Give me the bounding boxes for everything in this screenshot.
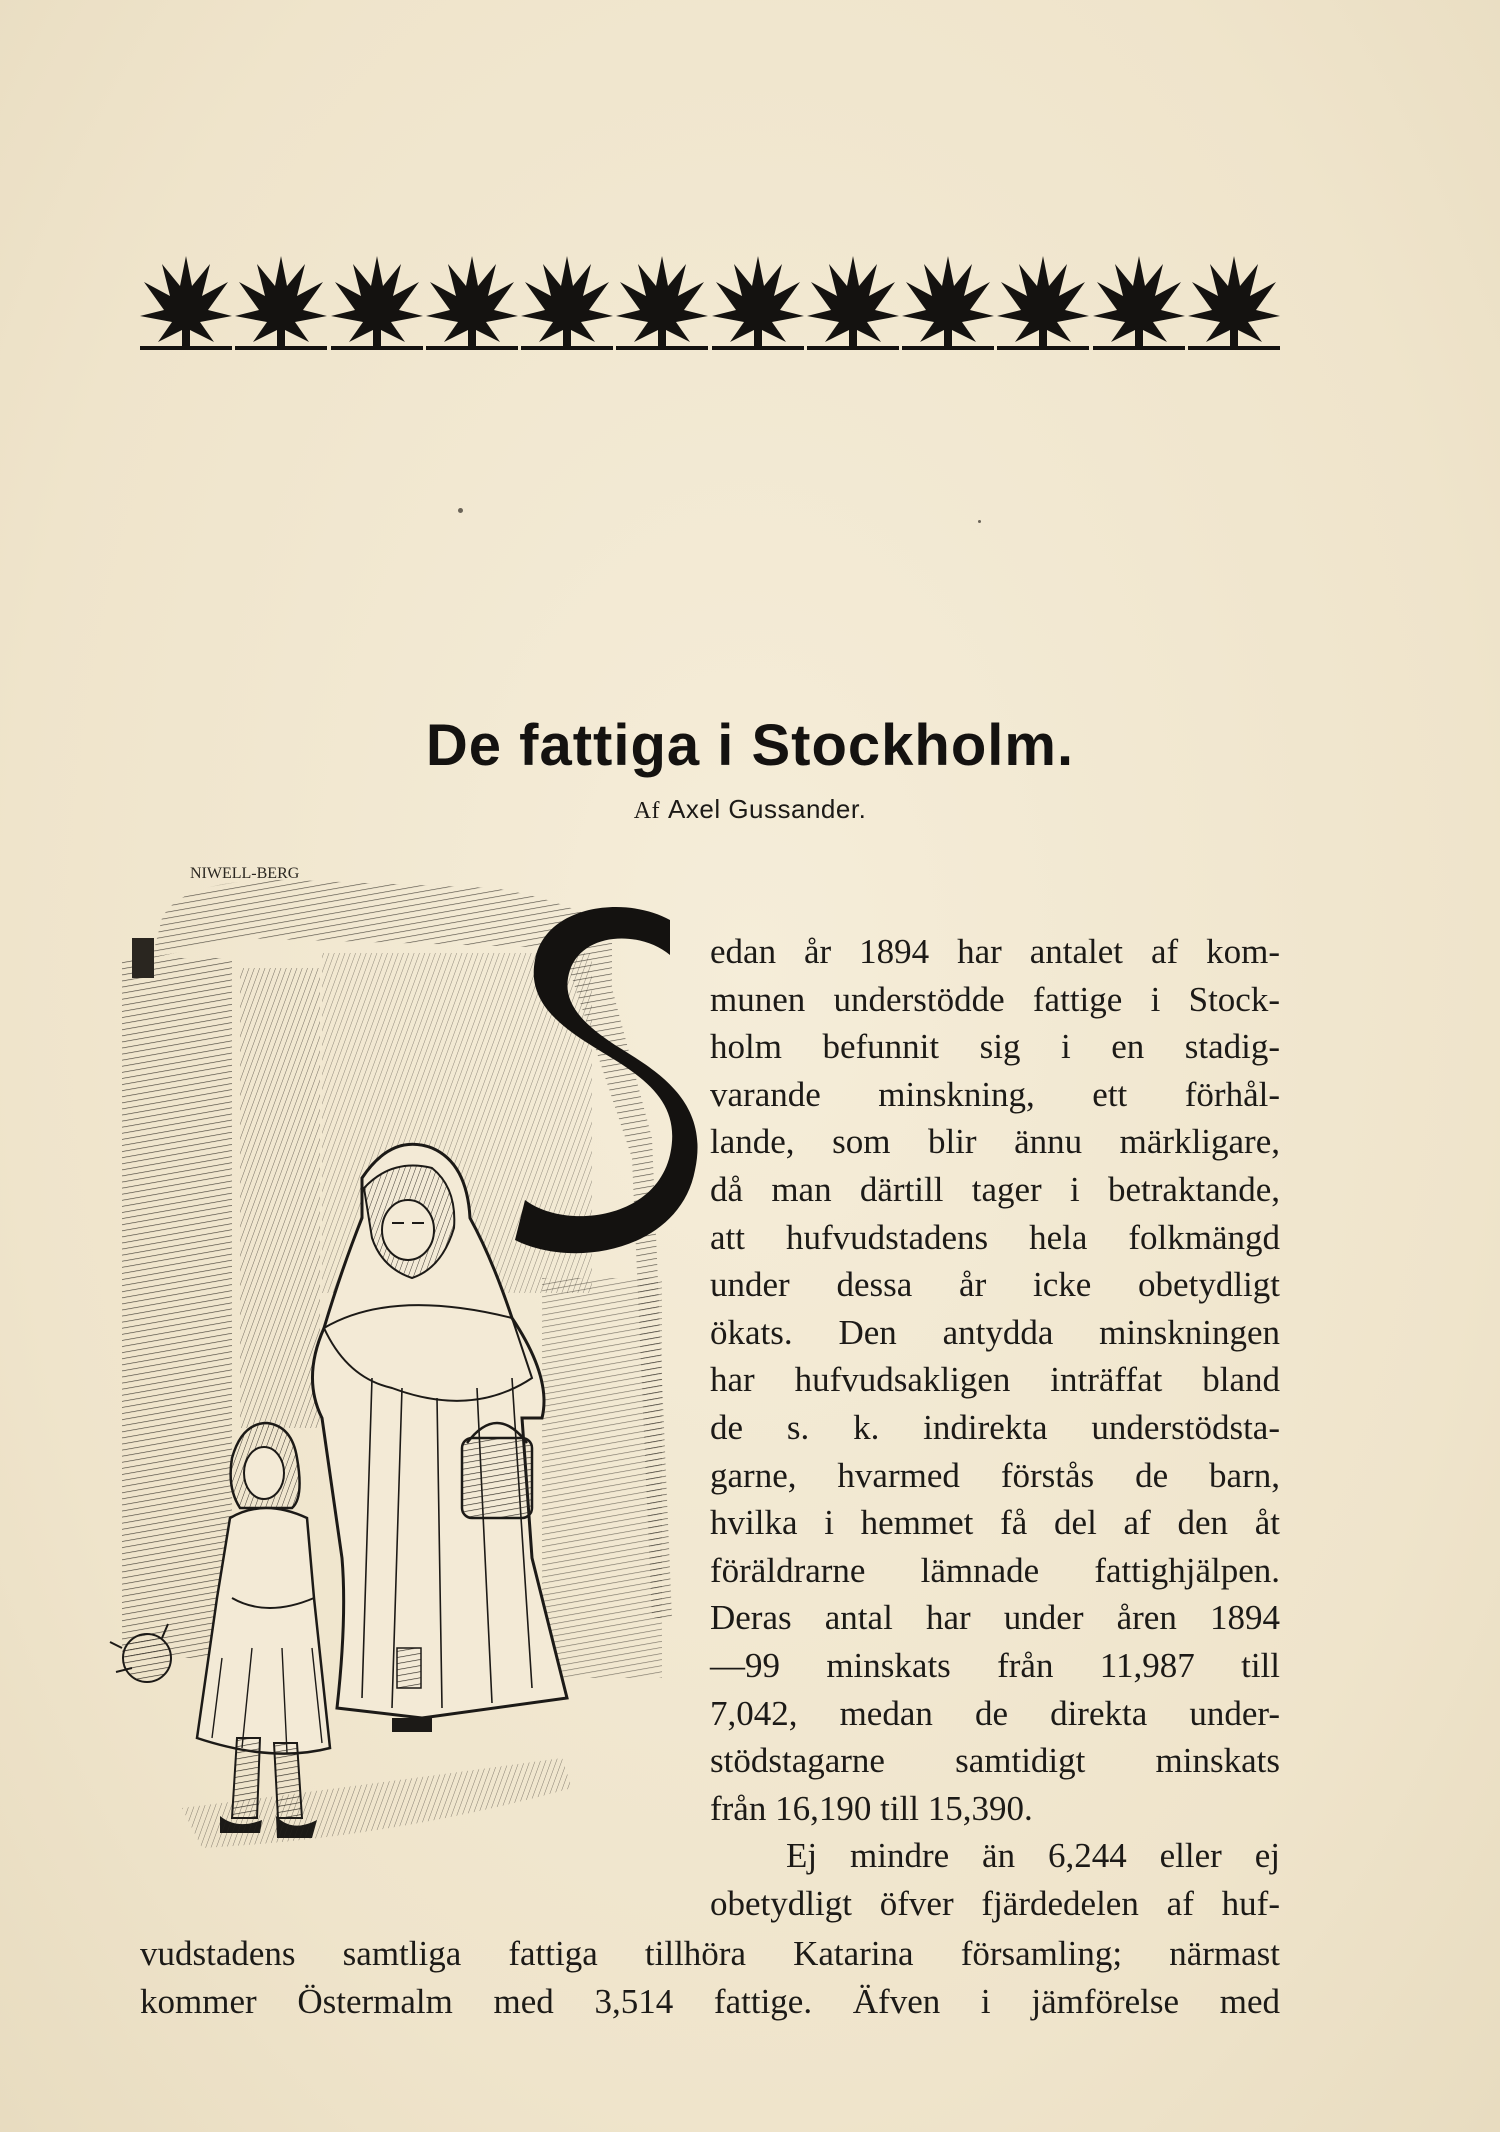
article-title: De fattiga i Stockholm. <box>425 713 1075 778</box>
column-text-line: lande, som blir ännu märkligare, <box>710 1122 1280 1162</box>
column-text-line: från 16,190 till 15,390. <box>710 1788 1033 1828</box>
column-text-line: föräldrarne lämnade fattighjälpen. <box>710 1550 1280 1590</box>
paper-speck <box>458 508 463 513</box>
leaf-ornament-icon <box>521 252 613 352</box>
article-body-full-width <box>140 1930 1280 2025</box>
leaf-ornament-icon <box>807 252 899 352</box>
column-text-line: stödstagarne samtidigt minskats <box>710 1741 1280 1781</box>
column-text-line: att hufvudstadens hela folkmängd <box>710 1217 1280 1257</box>
article-body-column <box>710 928 1280 1927</box>
dropcap-text: S <box>505 900 506 901</box>
column-text-line: har hufvudsakligen inträffat bland <box>710 1360 1280 1400</box>
column-text-line: garne, hvarmed förstås de barn, <box>710 1455 1280 1495</box>
leaf-ornament-icon <box>140 252 232 352</box>
full-width-text-line: vudstadens samtliga fattiga tillhöra Katarina församling; närmast <box>140 1934 1280 1973</box>
column-text-line: obetydligt öfver fjärdedelen af huf- <box>710 1883 1280 1923</box>
column-text-line: edan år 1894 har antalet af kom- <box>710 932 1280 971</box>
leaf-ornament-icon <box>426 252 518 352</box>
column-text-line: munen understödde fattige i Stock- <box>710 979 1280 1019</box>
byline-prefix: Af <box>633 798 661 824</box>
full-width-text-line: kommer Östermalm med 3,514 fattige. Äfven i jämförelse med <box>140 1981 1280 2021</box>
leaf-ornament-icon <box>902 252 994 352</box>
paper-speck <box>978 520 981 523</box>
leaf-ornament-icon <box>331 252 423 352</box>
column-text-line: varande minskning, ett förhål- <box>710 1074 1280 1114</box>
leaf-ornament-icon <box>1093 252 1185 352</box>
leaf-ornament-icon <box>712 252 804 352</box>
leaf-ornament-icon <box>616 252 708 352</box>
leaf-ornament-icon <box>1188 252 1280 352</box>
article-byline <box>0 794 1500 825</box>
column-text-line: —99 minskats från 11,987 till <box>710 1645 1280 1685</box>
column-text-line: under dessa år icke obetydligt <box>710 1265 1280 1305</box>
signature-text: NIWELL-BERG <box>190 865 300 882</box>
dropcap-letter-s <box>505 900 705 1260</box>
leaf-ornament-icon <box>997 252 1089 352</box>
decorative-header-band <box>140 252 1280 352</box>
leaf-ornament-icon <box>235 252 327 352</box>
column-text-line: Deras antal har under åren 1894 <box>710 1598 1280 1638</box>
column-text-line: holm befunnit sig i en stadig- <box>710 1027 1280 1067</box>
column-text-line: ökats. Den antydda minskningen <box>710 1312 1280 1352</box>
column-text-line: de s. k. indirekta understödsta- <box>710 1407 1280 1447</box>
byline-author: Axel Gussander. <box>668 794 867 824</box>
column-text-line: hvilka i hemmet få del af den åt <box>710 1503 1280 1543</box>
column-text-line: Ej mindre än 6,244 eller ej <box>786 1836 1280 1876</box>
column-text-line: då man därtill tager i betraktande, <box>710 1169 1280 1209</box>
column-text-line: 7,042, medan de direkta under- <box>710 1693 1280 1733</box>
